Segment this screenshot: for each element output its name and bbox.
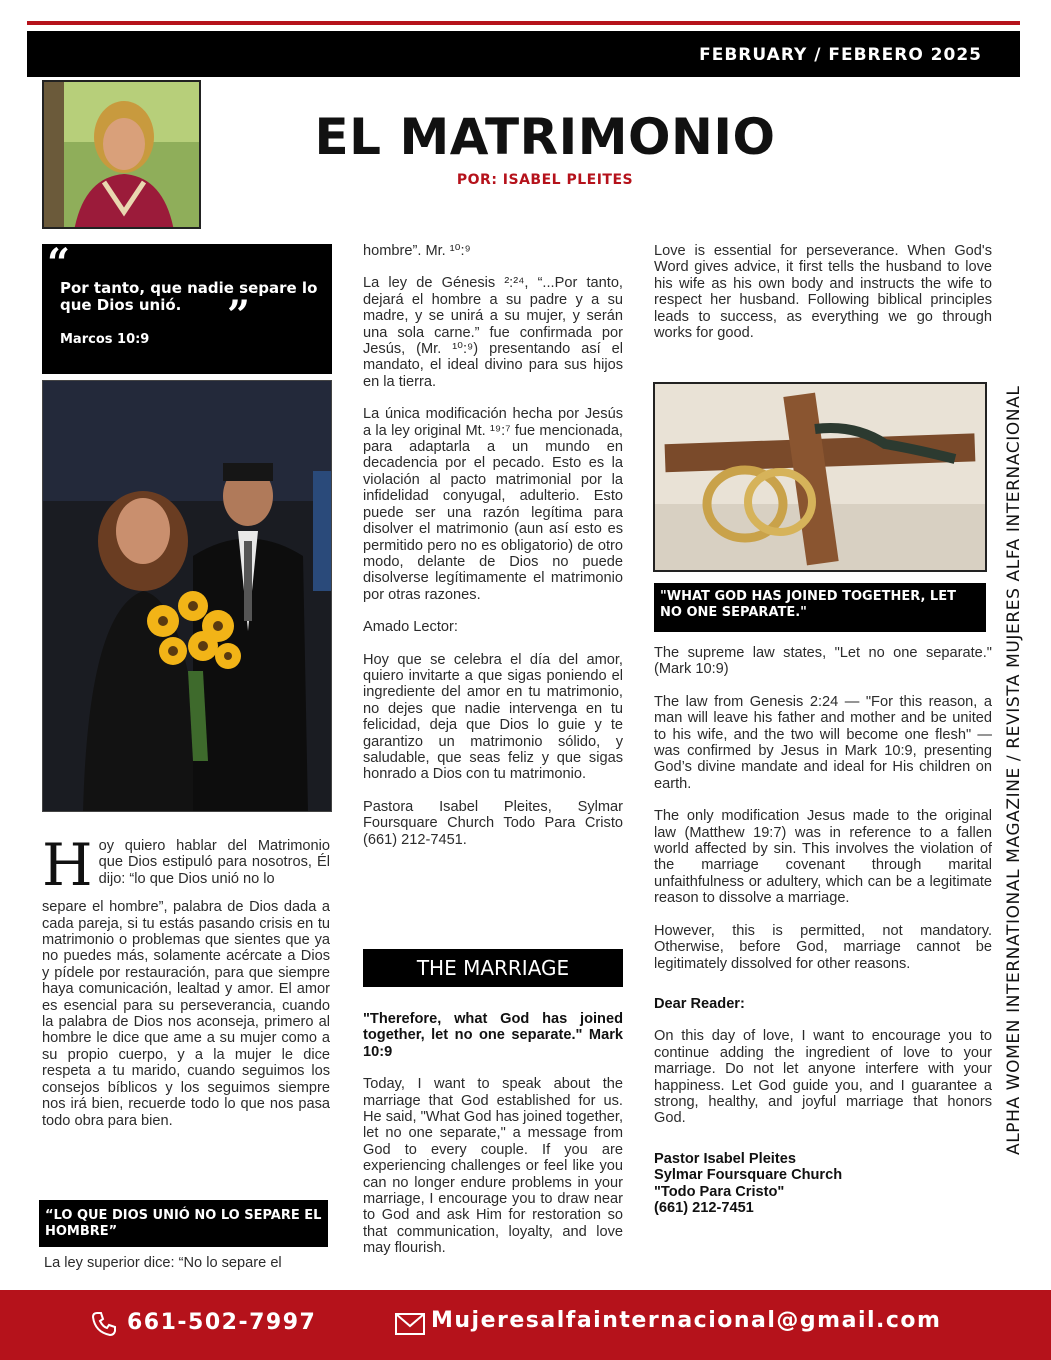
spanish-section-label: “LO QUE DIOS UNIÓ NO LO SEPARE EL HOMBRE” <box>39 1200 328 1247</box>
close-quote-icon: ” <box>227 292 251 339</box>
couple-photo-image <box>43 381 332 812</box>
spanish-paragraph-1: separe el hombre”, palabra de Dios dada a cada pareja, si tu estás pasando crisis en tu matrimonio o problemas que sientes que ya no puedes más, solamente acércate a Dios y pídele por restauración, para que siempre haya comunicación, lealtad y amor. El amor es esencial para su perseverancia, cuando la palabra de Dios nos aconseja, primero al hombre le dice que ame a su mujer como a su propio cuerpo, y a la mujer le dice respeta a tu marido, cuando seguimos los consejos bíblicos y los seguimos siempre nos irá bien, recuerde todo lo que nos pasa todo obra para bien. <box>42 899 330 1129</box>
spanish-paragraph-genesis: La ley de Génesis ²:²⁴, “...Por tanto, dejará el hombre a su padre y a su madre, y se unirá a su mujer, y serán una sola carne.” fue confirmada por Jesús, (Mr. ¹⁰:⁹) presentando así el mandato, el ideal divino para sus hijos en la tierra. <box>363 275 623 390</box>
footer-email[interactable]: Mujeresalfainternacional@gmail.com <box>431 1308 942 1333</box>
english-heading: THE MARRIAGE <box>363 949 623 987</box>
english-paragraph-2: Love is essential for perseverance. When God's Word gives advice, it first tells the husband to love his wife as his own body and instructs the wife to respect her husband. Following biblical principles leads to success, as everything we go through works for good. <box>654 243 992 342</box>
spanish-signature: Pastora Isabel Pleites, Sylmar Foursquare Church Todo Para Cristo (661) 212-7451. <box>363 798 623 848</box>
footer-phone[interactable]: 661-502-7997 <box>127 1310 317 1335</box>
english-column-3 <box>654 645 992 1216</box>
english-greeting: Dear Reader: <box>654 995 745 1012</box>
header-accent-line <box>27 21 1020 25</box>
spanish-paragraph-modification: La única modificación hecha por Jesús a la ley original Mt. ¹⁹:⁷ fue mencionada, para adaptarla a un mundo en decadencia por el pecado. Esto es la violación al pacto matrimonial por la infidelidad conyugal, adulterio. Esto puede ser una razón legítima para disolver el matrimonio (aun así esto es permitido pero no es obligatorio) de otro modo, delante de Dios no puede disolverse legítimamente el matrimonio por otras razones. <box>363 406 623 603</box>
footer-bar <box>0 1290 1051 1360</box>
magazine-side-title: ALPHA WOMEN INTERNATIONAL MAGAZINE / REVISTA MUJERES ALFA INTERNACIONAL <box>1004 385 1024 1155</box>
spanish-column-2 <box>363 243 623 864</box>
pull-quote-reference: Marcos 10:9 <box>60 332 150 347</box>
article-byline: POR: ISABEL PLEITES <box>456 172 634 188</box>
english-quote: "Therefore, what God has joined together, let no one separate." Mark 10:9 <box>363 1011 623 1060</box>
rings-photo-image <box>655 384 987 572</box>
english-column-1 <box>363 1011 623 1273</box>
author-portrait <box>42 80 201 229</box>
author-portrait-image <box>44 82 201 229</box>
spanish-column-1 <box>42 831 330 1145</box>
drop-cap: H <box>42 831 93 899</box>
english-paragraph-4: The law from Genesis 2:24 — "For this reason, a man will leave his father and mother and be united to his wife, and the two will become one flesh" — was confirmed by Jesus in Mark 10:9, presenting God’s divine mandate and ideal for His children on earth. <box>654 693 992 792</box>
issue-date: FEBRUARY / FEBRERO 2025 <box>699 45 982 65</box>
signature-ministry: "Todo Para Cristo" <box>654 1183 785 1200</box>
pull-quote-text: Por tanto, que nadie separe lo que Dios unió. <box>60 279 318 314</box>
header-bar <box>27 31 1020 77</box>
english-column-2 <box>654 243 992 357</box>
english-section-label: "WHAT GOD HAS JOINED TOGETHER, LET NO ONE SEPARATE." <box>654 583 986 632</box>
english-paragraph-8: On this day of love, I want to encourage you to continue adding the ingredient of love to your marriage. Do not let anyone interfere with your happiness. Let God guide you, and I guarantee a strong, healthy, and joyful marriage that honors God. <box>654 1028 992 1127</box>
spanish-lead-text: oy quiero hablar del Matrimonio que Dios estipuló para nosotros, Él dijo: “lo que Dios unió no lo <box>98 838 330 887</box>
mail-icon <box>395 1312 425 1336</box>
spanish-greeting: Amado Lector: <box>363 619 458 636</box>
article-title: EL MATRIMONIO <box>314 108 776 166</box>
spanish-paragraph-invitation: Hoy que se celebra el día del amor, quiero invitarte a que sigas poniendo el ingrediente del amor en tu matrimonio, no dejes que nadie intervenga en tu felicidad, deja que Dios lo guie y te garantizo un matrimonio sólido, y saludable, que seas feliz y que sigas honrado a Dios con tu matrimonio. <box>363 651 623 783</box>
english-paragraph-3: The supreme law states, "Let no one separate." (Mark 10:9) <box>654 645 992 678</box>
couple-photo <box>42 380 332 812</box>
english-paragraph-5: The only modification Jesus made to the original law (Matthew 19:7) was in reference to a fallen world affected by sin. This involves the violation of the marriage covenant through marital unfaithfulness or adultery, which can be a legitimate reason to dissolve a marriage. <box>654 808 992 907</box>
spanish-lead-paragraph <box>42 831 330 899</box>
signature-phone: (661) 212-7451 <box>654 1199 754 1216</box>
pull-quote <box>42 240 332 374</box>
english-paragraph-6: However, this is permitted, not mandatory. Otherwise, before God, marriage cannot be legitimately dissolved for other reasons. <box>654 922 992 972</box>
rings-photo <box>653 382 987 572</box>
spanish-paragraph-continued: hombre”. Mr. ¹⁰:⁹ <box>363 243 471 259</box>
open-quote-icon: “ <box>47 240 71 287</box>
signature-church: Sylmar Foursquare Church <box>654 1167 843 1184</box>
spanish-paragraph-tail: La ley superior dice: “No lo separe el <box>44 1255 282 1271</box>
signature-name: Pastor Isabel Pleites <box>654 1150 796 1167</box>
phone-icon <box>90 1310 118 1338</box>
english-paragraph-1: Today, I want to speak about the marriage that God established for us. He said, "What God has joined together, let no one separate," a message from God to every couple. If you are experiencing challenges or feel like you can no longer endure problems in your marriage, I encourage you to draw near to God and ask Him for restoration so that communication, loyalty, and love may flourish. <box>363 1076 623 1257</box>
